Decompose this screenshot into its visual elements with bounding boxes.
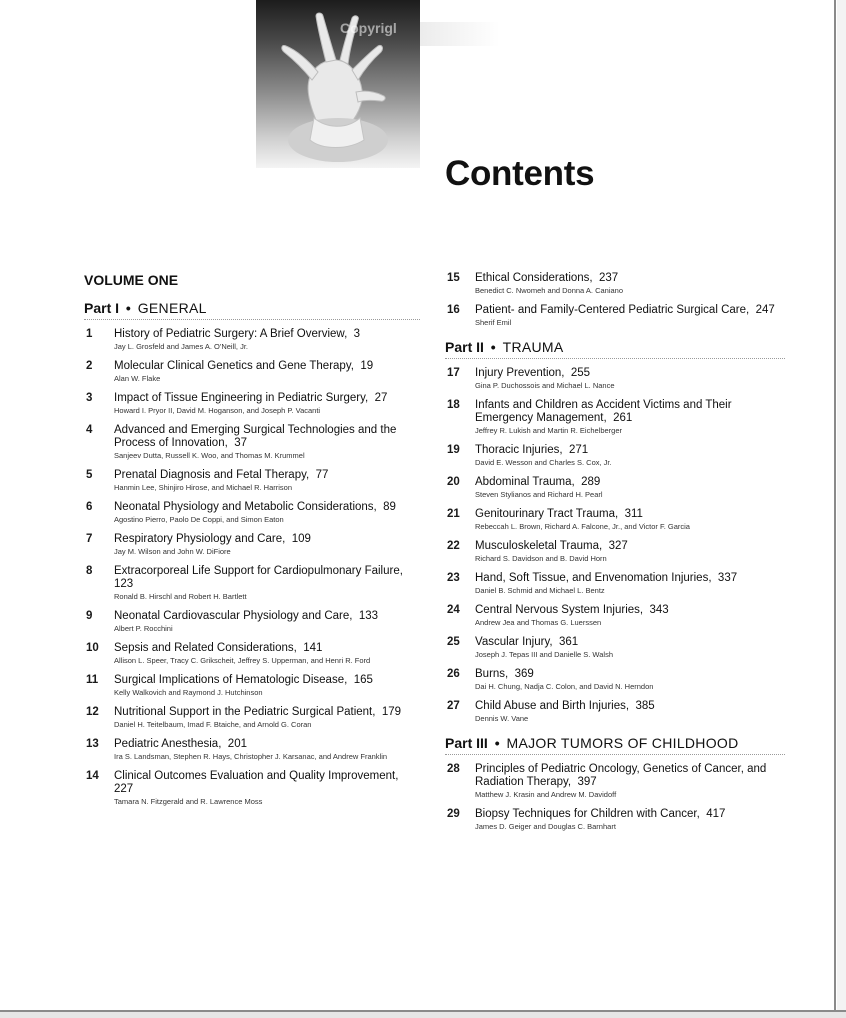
- chapter-body: [114, 565, 420, 601]
- chapter-title: Sepsis and Related Considerations,: [114, 642, 297, 654]
- chapter-entry-23: [445, 572, 785, 595]
- chapter-authors: Rebeccah L. Brown, Richard A. Falcone, Jr., and Victor F. Garcia: [475, 522, 690, 531]
- chapter-body: [114, 360, 420, 383]
- chapter-authors: Benedict C. Nwomeh and Donna A. Caniano: [475, 286, 624, 295]
- chapter-title-line: [114, 674, 420, 687]
- chapter-title: Patient- and Family-Centered Pediatric Surgical Care,: [475, 304, 750, 316]
- chapter-entry-2: [84, 360, 420, 383]
- chapter-title-line: [475, 763, 785, 789]
- chapter-body: [114, 328, 420, 351]
- chapter-authors: Jay L. Grosfeld and James A. O'Neill, Jr.: [114, 342, 248, 351]
- chapter-title-line: [114, 533, 420, 546]
- chapter-number: 12: [86, 706, 99, 718]
- chapter-page-number: 77: [315, 469, 329, 481]
- part-separator: •: [494, 735, 500, 751]
- chapter-body: [114, 501, 420, 524]
- chapter-title: Impact of Tissue Engineering in Pediatric Surgery,: [114, 392, 369, 404]
- chapter-title: Nutritional Support in the Pediatric Surgical Patient,: [114, 706, 376, 718]
- page-edge-shadow-bottom: [0, 1012, 846, 1018]
- chapter-authors: Alan W. Flake: [114, 374, 161, 383]
- chapter-title-line: [475, 272, 785, 285]
- chapter-number: 17: [447, 367, 460, 379]
- chapter-title: Abdominal Trauma,: [475, 476, 575, 488]
- chapter-title: Infants and Children as Accident Victims and Their Emergency Management,: [475, 399, 732, 424]
- chapter-entry-1: [84, 328, 420, 351]
- chapter-page-number: 247: [755, 304, 775, 316]
- chapter-entry-9: [84, 610, 420, 633]
- chapter-authors: Ira S. Landsman, Stephen R. Hays, Christopher J. Karsanac, and Andrew Franklin: [114, 752, 388, 761]
- chapter-title-line: [475, 700, 785, 713]
- chapter-number: 28: [447, 763, 460, 775]
- chapter-body: [475, 763, 785, 799]
- chapter-authors: Gina P. Duchossois and Michael L. Nance: [475, 381, 615, 390]
- chapter-title-line: [475, 367, 785, 380]
- chapter-page-number: 179: [381, 706, 402, 718]
- chapter-authors: Steven Stylianos and Richard H. Pearl: [475, 490, 603, 499]
- chapter-title-line: [114, 565, 420, 591]
- chapter-body: [114, 469, 420, 492]
- chapter-entry-10: [84, 642, 420, 665]
- chapter-authors: Matthew J. Krasin and Andrew M. Davidoff: [475, 790, 617, 799]
- chapter-page-number: 327: [608, 540, 628, 552]
- chapter-entry-19: [445, 444, 785, 467]
- chapter-title-line: [114, 770, 420, 796]
- chapter-number: 5: [86, 469, 93, 481]
- chapter-entry-14: [84, 770, 420, 806]
- volume-heading: VOLUME ONE: [84, 272, 179, 288]
- chapter-body: [475, 808, 785, 831]
- chapter-authors: Jay M. Wilson and John W. DiFiore: [114, 547, 231, 556]
- chapter-body: [114, 533, 420, 556]
- chapter-body: [114, 392, 420, 415]
- chapter-authors: Hanmin Lee, Shinjiro Hirose, and Michael R. Harrison: [114, 483, 292, 492]
- chapter-number: 10: [86, 642, 99, 654]
- chapter-entry-27: [445, 700, 785, 723]
- chapter-authors: Daniel B. Schmid and Michael L. Bentz: [475, 586, 605, 595]
- chapter-entry-5: [84, 469, 420, 492]
- chapter-title: History of Pediatric Surgery: A Brief Overview,: [114, 328, 348, 340]
- chapter-page-number: 289: [581, 476, 601, 488]
- chapter-entry-26: [445, 668, 785, 691]
- chapter-number: 8: [86, 565, 93, 577]
- chapter-page-number: 311: [624, 508, 643, 520]
- chapter-authors: Sanjeev Dutta, Russell K. Woo, and Thomas M. Krummel: [114, 451, 305, 460]
- chapter-page-number: 237: [599, 272, 619, 284]
- page-edge-shadow-right: [837, 0, 846, 1018]
- chapter-page-number: 19: [360, 360, 374, 372]
- chapter-page-number: 109: [291, 533, 311, 545]
- chapter-number: 18: [447, 399, 460, 411]
- chapter-number: 4: [86, 424, 93, 436]
- chapter-title-line: [475, 444, 785, 457]
- chapter-title: Thoracic Injuries,: [475, 444, 563, 456]
- chapter-title: Injury Prevention,: [475, 367, 565, 379]
- chapter-title-line: [475, 636, 785, 649]
- part-heading-general: [84, 300, 420, 320]
- chapter-number: 23: [447, 572, 460, 584]
- chapter-body: [114, 610, 420, 633]
- chapter-page-number: 123: [114, 578, 134, 590]
- chapter-number: 16: [447, 304, 460, 316]
- part-number: Part I: [84, 300, 120, 316]
- chapter-entry-24: [445, 604, 785, 627]
- chapter-page-number: 201: [227, 738, 247, 750]
- chapter-number: 13: [86, 738, 99, 750]
- chapter-title-line: [475, 668, 785, 681]
- chapter-entry-12: [84, 706, 420, 729]
- chapter-title-line: [114, 706, 420, 719]
- chapter-title-line: [114, 642, 420, 655]
- chapter-entry-28: [445, 763, 785, 799]
- chapter-entry-25: [445, 636, 785, 659]
- chapter-number: 29: [447, 808, 460, 820]
- chapter-number: 7: [86, 533, 93, 545]
- chapter-authors: Ronald B. Hirschl and Robert H. Bartlett: [114, 592, 247, 601]
- chapter-body: [114, 642, 420, 665]
- chapter-body: [475, 272, 785, 295]
- chapter-authors: Dai H. Chung, Nadja C. Colon, and David N. Herndon: [475, 682, 654, 691]
- chapter-title-line: [475, 304, 785, 317]
- chapter-title-line: [475, 399, 785, 425]
- chapter-title: Musculoskeletal Trauma,: [475, 540, 603, 552]
- chapter-title-line: [114, 469, 420, 482]
- cover-photo-hand: [256, 0, 420, 168]
- chapter-page-number: 165: [353, 674, 373, 686]
- chapter-authors: Howard I. Pryor II, David M. Hoganson, and Joseph P. Vacanti: [114, 406, 321, 415]
- chapter-entry-13: [84, 738, 420, 761]
- chapter-entry-4: [84, 424, 420, 460]
- chapter-number: 25: [447, 636, 460, 648]
- chapter-entry-7: [84, 533, 420, 556]
- chapter-page-number: 133: [358, 610, 379, 622]
- chapter-page-number: 227: [114, 783, 134, 795]
- chapter-title: Neonatal Cardiovascular Physiology and Care,: [114, 610, 353, 622]
- chapter-title: Advanced and Emerging Surgical Technologies and the Process of Innovation,: [114, 424, 397, 449]
- chapter-authors: David E. Wesson and Charles S. Cox, Jr.: [475, 458, 612, 467]
- part-name: TRAUMA: [502, 339, 564, 355]
- chapter-body: [475, 304, 785, 327]
- chapter-authors: Albert P. Rocchini: [114, 624, 173, 633]
- chapter-title-line: [475, 572, 785, 585]
- chapter-authors: Tamara N. Fitzgerald and R. Lawrence Moss: [114, 797, 263, 806]
- chapter-page-number: 343: [649, 604, 669, 616]
- chapter-body: [475, 636, 785, 659]
- chapter-body: [475, 700, 785, 723]
- chapter-number: 22: [447, 540, 460, 552]
- chapter-title: Burns,: [475, 668, 509, 680]
- chapter-page-number: 255: [570, 367, 591, 379]
- contents-right-column: [445, 272, 785, 840]
- chapter-number: 6: [86, 501, 93, 513]
- chapter-title: Child Abuse and Birth Injuries,: [475, 700, 630, 712]
- chapter-number: 21: [447, 508, 460, 520]
- chapter-title-line: [475, 476, 785, 489]
- chapter-page-number: 271: [568, 444, 589, 456]
- chapter-body: [475, 604, 785, 627]
- chapter-title: Respiratory Physiology and Care,: [114, 533, 286, 545]
- watermark-glow: [420, 22, 500, 46]
- part-number: Part II: [445, 339, 484, 355]
- chapter-entry-15: [445, 272, 785, 295]
- chapter-body: [475, 572, 785, 595]
- chapter-entry-8: [84, 565, 420, 601]
- chapter-page-number: 397: [577, 776, 597, 788]
- chapter-authors: Jeffrey R. Lukish and Martin R. Eichelberger: [475, 426, 623, 435]
- chapter-title-line: [114, 610, 420, 623]
- chapter-title: Molecular Clinical Genetics and Gene Therapy,: [114, 360, 354, 372]
- chapter-title: Extracorporeal Life Support for Cardiopulmonary Failure,: [114, 565, 403, 577]
- chapter-body: [114, 706, 420, 729]
- chapter-number: 24: [447, 604, 460, 616]
- chapter-page-number: 361: [558, 636, 579, 648]
- chapter-title-line: [475, 540, 785, 553]
- chapter-page-number: 337: [717, 572, 738, 584]
- chapter-number: 2: [86, 360, 93, 372]
- chapter-body: [475, 508, 785, 531]
- chapter-entry-29: [445, 808, 785, 831]
- chapter-title-line: [114, 501, 420, 514]
- chapter-number: 9: [86, 610, 93, 622]
- chapter-entry-3: [84, 392, 420, 415]
- chapter-list-tumors: [445, 763, 785, 831]
- chapter-body: [475, 444, 785, 467]
- chapter-title: Ethical Considerations,: [475, 272, 593, 284]
- chapter-entry-17: [445, 367, 785, 390]
- chapter-authors: Richard S. Davidson and B. David Horn: [475, 554, 607, 563]
- chapter-body: [475, 476, 785, 499]
- chapter-entry-21: [445, 508, 785, 531]
- chapter-number: 11: [86, 674, 99, 686]
- chapter-authors: Sherif Emil: [475, 318, 512, 327]
- contents-left-column: [84, 272, 420, 815]
- part-name: GENERAL: [137, 300, 207, 316]
- chapter-title-line: [114, 360, 420, 373]
- chapter-title: Clinical Outcomes Evaluation and Quality Improvement,: [114, 770, 399, 782]
- chapter-body: [114, 674, 420, 697]
- chapter-page-number: 27: [374, 392, 388, 404]
- chapter-body: [114, 424, 420, 460]
- chapter-body: [475, 540, 785, 563]
- chapter-number: 15: [447, 272, 460, 284]
- chapter-page-number: 385: [635, 700, 655, 712]
- chapter-title: Prenatal Diagnosis and Fetal Therapy,: [114, 469, 310, 481]
- chapter-authors: Agostino Pierro, Paolo De Coppi, and Simon Eaton: [114, 515, 284, 524]
- chapter-title: Surgical Implications of Hematologic Disease,: [114, 674, 348, 686]
- chapter-number: 26: [447, 668, 460, 680]
- chapter-body: [475, 668, 785, 691]
- chapter-entry-16: [445, 304, 785, 327]
- chapter-page-number: 369: [514, 668, 534, 680]
- part-name: MAJOR TUMORS OF CHILDHOOD: [506, 735, 739, 751]
- chapter-title: Hand, Soft Tissue, and Envenomation Injuries,: [475, 572, 712, 584]
- chapter-number: 19: [447, 444, 460, 456]
- part-separator: •: [490, 339, 496, 355]
- chapter-list-general-cont: [445, 272, 785, 327]
- chapter-title: Central Nervous System Injuries,: [475, 604, 644, 616]
- chapter-number: 20: [447, 476, 460, 488]
- chapter-page-number: 89: [383, 501, 396, 513]
- chapter-page-number: 141: [303, 642, 323, 654]
- chapter-page-number: 37: [234, 437, 247, 449]
- chapter-page-number: 261: [613, 412, 633, 424]
- part-heading-tumors: [445, 735, 785, 755]
- chapter-list-trauma: [445, 367, 785, 723]
- chapter-title: Pediatric Anesthesia,: [114, 738, 222, 750]
- chapter-entry-11: [84, 674, 420, 697]
- chapter-title: Vascular Injury,: [475, 636, 553, 648]
- chapter-body: [475, 367, 785, 390]
- chapter-title-line: [475, 808, 785, 821]
- page-edge-right: [834, 0, 836, 1010]
- chapter-title: Principles of Pediatric Oncology, Genetics of Cancer, and Radiation Therapy,: [475, 763, 767, 788]
- chapter-title-line: [114, 392, 420, 405]
- chapter-title-line: [475, 604, 785, 617]
- chapter-body: [114, 738, 420, 761]
- chapter-title: Genitourinary Tract Trauma,: [475, 508, 619, 520]
- chapter-title: Biopsy Techniques for Children with Cancer,: [475, 808, 700, 820]
- part-separator: •: [125, 300, 131, 316]
- chapter-authors: Daniel H. Teitelbaum, Imad F. Btaiche, and Arnold G. Coran: [114, 720, 312, 729]
- chapter-title-line: [114, 328, 420, 341]
- chapter-authors: Joseph J. Tepas III and Danielle S. Walsh: [475, 650, 613, 659]
- page-title: Contents: [445, 154, 595, 193]
- chapter-number: 3: [86, 392, 93, 404]
- chapter-authors: Kelly Walkovich and Raymond J. Hutchinson: [114, 688, 263, 697]
- chapter-entry-18: [445, 399, 785, 435]
- part-heading-trauma: [445, 339, 785, 359]
- chapter-title: Neonatal Physiology and Metabolic Considerations,: [114, 501, 377, 513]
- chapter-body: [114, 770, 420, 806]
- chapter-title-line: [114, 424, 420, 450]
- chapter-entry-20: [445, 476, 785, 499]
- chapter-body: [475, 399, 785, 435]
- chapter-page-number: 417: [706, 808, 726, 820]
- chapter-entry-22: [445, 540, 785, 563]
- chapter-list-left: [84, 328, 420, 806]
- chapter-entry-6: [84, 501, 420, 524]
- chapter-authors: Dennis W. Vane: [475, 714, 529, 723]
- chapter-number: 14: [86, 770, 99, 782]
- copyright-watermark: Copyrigl: [340, 20, 397, 36]
- chapter-title-line: [475, 508, 785, 521]
- chapter-authors: Andrew Jea and Thomas G. Luerssen: [475, 618, 602, 627]
- chapter-number: 1: [86, 328, 93, 340]
- part-number: Part III: [445, 735, 488, 751]
- chapter-number: 27: [447, 700, 460, 712]
- chapter-page-number: 3: [353, 328, 361, 340]
- chapter-authors: James D. Geiger and Douglas C. Barnhart: [475, 822, 616, 831]
- chapter-title-line: [114, 738, 420, 751]
- chapter-authors: Allison L. Speer, Tracy C. Grikscheit, Jeffrey S. Upperman, and Henri R. Ford: [114, 656, 371, 665]
